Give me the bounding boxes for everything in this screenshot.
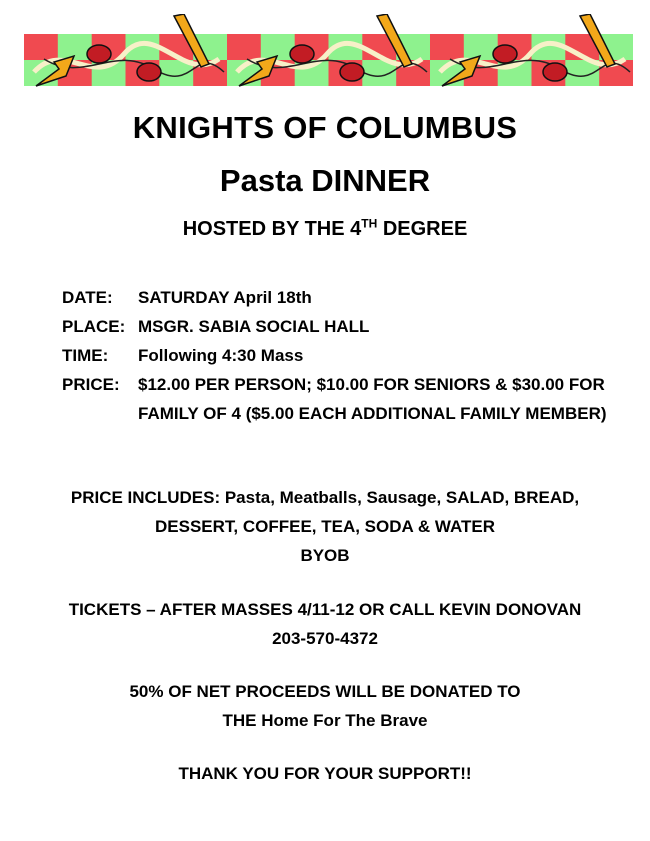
- host-line: [0, 218, 650, 241]
- date-label: DATE:: [62, 288, 113, 307]
- date-value: SATURDAY April 18th: [138, 288, 312, 307]
- price-includes: [0, 483, 650, 570]
- donation-line-1: 50% OF NET PROCEEDS WILL BE DONATED TO: [129, 682, 521, 701]
- host-superscript: TH: [361, 216, 378, 231]
- detail-row-date: [62, 283, 622, 312]
- place-label: PLACE:: [62, 317, 126, 336]
- tickets-phone: 203-570-4372: [272, 629, 378, 648]
- donation-line-2: THE Home For The Brave: [222, 711, 428, 730]
- place-value: MSGR. SABIA SOCIAL HALL: [138, 317, 370, 336]
- tickets-line: TICKETS – AFTER MASSES 4/11-12 OR CALL KEVIN DONOVAN: [68, 600, 582, 619]
- event-title: Pasta DINNER: [219, 163, 431, 198]
- detail-row-place: [62, 312, 622, 341]
- detail-row-price: [62, 370, 622, 428]
- includes-line-1: PRICE INCLUDES: Pasta, Meatballs, Sausage, SALAD, BREAD,: [70, 488, 580, 507]
- host-suffix: DEGREE: [377, 218, 468, 240]
- host-prefix: HOSTED BY THE 4: [182, 218, 362, 240]
- event-details: [62, 283, 622, 428]
- tickets-info: [0, 595, 650, 653]
- pasta-fork-banner-icon: [24, 14, 633, 89]
- price-value: $12.00 PER PERSON; $10.00 FOR SENIORS & $30.00 FOR FAMILY OF 4 ($5.00 EACH ADDITIONAL FAMILY MEMBER): [138, 375, 607, 423]
- price-label: PRICE:: [62, 375, 120, 394]
- includes-byob: BYOB: [300, 546, 350, 565]
- time-label: TIME:: [62, 346, 109, 365]
- donation-info: [0, 677, 650, 735]
- org-title: KNIGHTS OF COLUMBUS: [132, 110, 518, 145]
- time-value: Following 4:30 Mass: [138, 346, 304, 365]
- closing-message: THANK YOU FOR YOUR SUPPORT!!: [178, 764, 472, 783]
- includes-line-2: DESSERT, COFFEE, TEA, SODA & WATER: [154, 517, 496, 536]
- detail-row-time: [62, 341, 622, 370]
- pasta-banner-graphic: [24, 14, 633, 89]
